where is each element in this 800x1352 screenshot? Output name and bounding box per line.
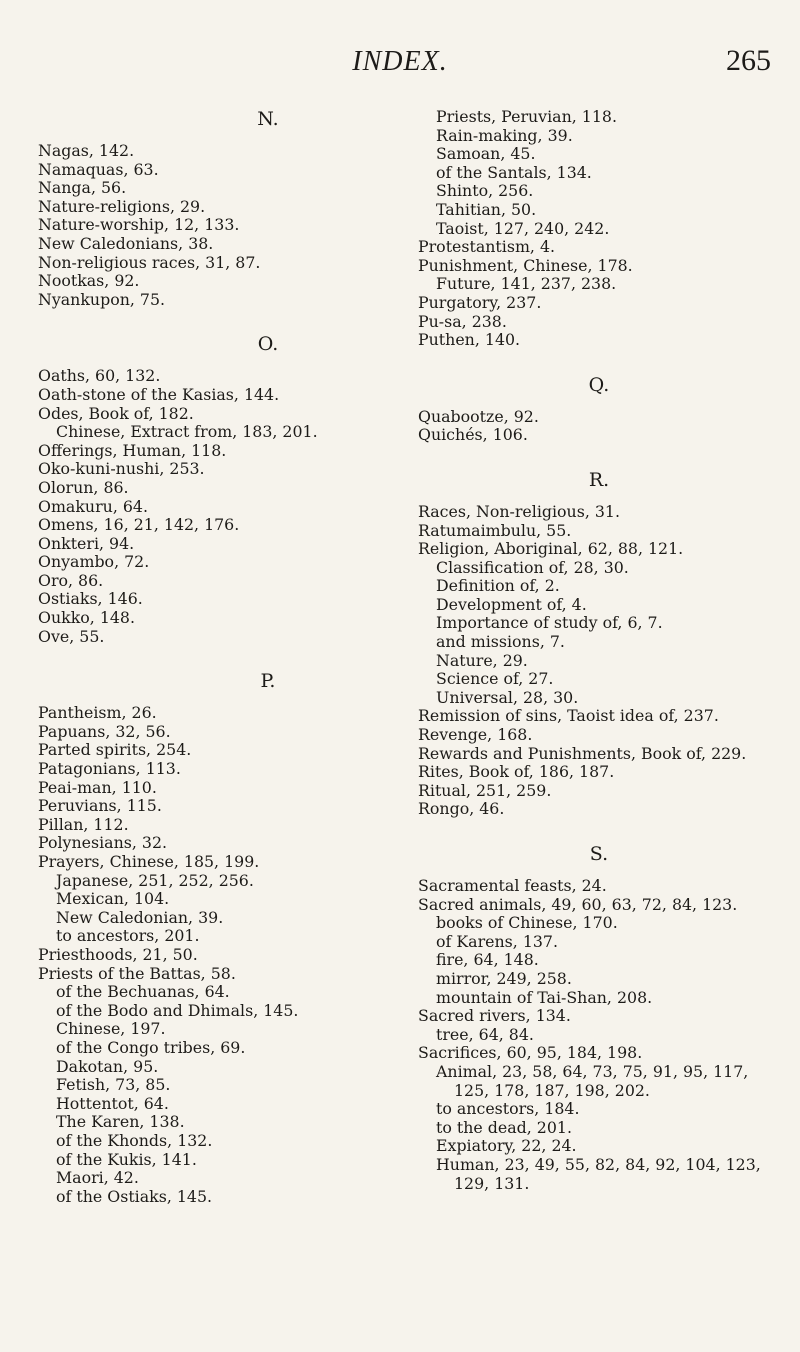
section-letter: S. [589, 843, 609, 865]
index-entry: Papuans, 32, 56. [38, 721, 171, 741]
index-entry: to the dead, 201. [436, 1117, 572, 1137]
section-letter: Q. [588, 373, 610, 396]
index-entry: Nature-worship, 12, 133. [38, 215, 240, 235]
index-entry: fire, 64, 148. [436, 950, 539, 970]
index-entry: Nature-religions, 29. [38, 196, 206, 216]
index-entry: Chinese, Extract from, 183, 201. [56, 422, 318, 442]
index-section [38, 333, 388, 646]
index-entry: to ancestors, 184. [436, 1099, 580, 1119]
index-entry: mountain of Tai-Shan, 208. [436, 987, 653, 1007]
index-section [418, 469, 780, 819]
index-entry: Namaquas, 63. [38, 159, 159, 179]
index-entry: Sacrifices, 60, 95, 184, 198. [418, 1043, 643, 1063]
index-column-left [38, 108, 388, 1230]
index-entry: Rain-making, 39. [436, 125, 573, 145]
index-entry: Onyambo, 72. [38, 552, 150, 572]
index-entry: Revenge, 168. [418, 725, 533, 745]
index-entry: Pantheism, 26. [38, 703, 157, 723]
index-entry: Science of, 27. [436, 669, 554, 689]
index-entry: of the Ostiaks, 145. [56, 1186, 213, 1206]
index-entry: Polynesians, 32. [38, 833, 168, 853]
index-entry: Races, Non-religious, 31. [418, 501, 620, 521]
index-entry: Ove, 55. [38, 626, 105, 646]
index-entry: Non-religious races, 31, 87. [38, 252, 261, 272]
index-entry: Purgatory, 237. [418, 292, 542, 312]
index-entry: books of Chinese, 170. [436, 913, 618, 933]
index-entry: Rites, Book of, 186, 187. [418, 762, 615, 782]
index-entry: Nagas, 142. [38, 141, 135, 160]
index-entry: Mexican, 104. [56, 889, 170, 909]
index-entry: Universal, 28, 30. [436, 687, 579, 707]
index-entry: Chinese, 197. [56, 1019, 166, 1039]
section-letter: R. [588, 468, 610, 491]
index-entry: Taoist, 127, 240, 242. [436, 218, 610, 238]
section-letter: O. [257, 333, 279, 356]
index-entry: Quichés, 106. [418, 425, 528, 445]
index-entry: Omens, 16, 21, 142, 176. [38, 515, 240, 535]
index-entry: Patagonians, 113. [38, 759, 181, 779]
index-entry: New Caledonian, 39. [56, 907, 224, 927]
index-entry: Peruvians, 115. [38, 796, 162, 816]
index-entry: Animal, 23, 58, 64, 73, 75, 91, 95, 117, 125, 178, 187, 198, 202. [436, 1061, 749, 1100]
index-entry: Tahitian, 50. [436, 199, 537, 219]
index-entry: Odes, Book of, 182. [38, 403, 194, 423]
index-entry: Offerings, Human, 118. [38, 440, 227, 460]
section-letter: P. [260, 670, 276, 693]
index-entry: Protestantism, 4. [418, 237, 556, 257]
index-entry: of the Santals, 134. [436, 162, 592, 182]
index-entry: Definition of, 2. [436, 576, 560, 596]
index-entry: Nootkas, 92. [38, 271, 140, 291]
index-entry: Ostiaks, 146. [38, 589, 143, 609]
index-entry: Pillan, 112. [38, 814, 129, 834]
index-section [38, 108, 388, 309]
page-number: 265 [726, 44, 771, 77]
index-entry: Samoan, 45. [436, 144, 536, 164]
index-entry: Human, 23, 49, 55, 82, 84, 92, 104, 123, 129, 131. [436, 1154, 761, 1193]
index-entry: Priests of the Battas, 58. [38, 963, 236, 983]
index-entry: Hottentot, 64. [56, 1093, 169, 1113]
index-entry: Parted spirits, 254. [38, 740, 192, 760]
index-entry: Fetish, 73, 85. [56, 1075, 171, 1095]
index-entry: Onkteri, 94. [38, 533, 135, 553]
index-entry: Maori, 42. [56, 1168, 139, 1188]
index-entry: and missions, 7. [436, 632, 565, 652]
index-entry: Future, 141, 237, 238. [436, 274, 617, 294]
index-entry: Oukko, 148. [38, 608, 135, 628]
index-entry: Priesthoods, 21, 50. [38, 944, 198, 964]
index-entry: of Karens, 137. [436, 931, 558, 951]
index-entry: Shinto, 256. [436, 181, 534, 201]
section-letter: N. [257, 108, 279, 130]
index-entry: Rewards and Punishments, Book of, 229. [418, 743, 747, 763]
index-entry: of the Bodo and Dhimals, 145. [56, 1000, 299, 1020]
index-section [418, 108, 780, 350]
index-entry: Oaths, 60, 132. [38, 366, 161, 386]
index-section [418, 843, 780, 1193]
index-entry: Punishment, Chinese, 178. [418, 255, 633, 275]
index-entry: Puthen, 140. [418, 330, 521, 350]
index-entry: Oro, 86. [38, 570, 104, 590]
index-entry: to ancestors, 201. [56, 926, 200, 946]
index-entry: of the Kukis, 141. [56, 1149, 197, 1169]
index-entry: Expiatory, 22, 24. [436, 1136, 577, 1156]
index-entry: Dakotan, 95. [56, 1056, 159, 1076]
index-entry: of the Congo tribes, 69. [56, 1037, 246, 1057]
index-entry: of the Khonds, 132. [56, 1130, 213, 1150]
index-entry: Ritual, 251, 259. [418, 780, 552, 800]
index-entry: Sacred animals, 49, 60, 63, 72, 84, 123. [418, 894, 738, 914]
index-entry: Nanga, 56. [38, 178, 127, 198]
index-entry: Religion, Aboriginal, 62, 88, 121. [418, 539, 684, 559]
index-entry: mirror, 249, 258. [436, 968, 572, 988]
index-column-right [418, 108, 780, 1217]
index-entry: Nature, 29. [436, 650, 528, 670]
index-entry: tree, 64, 84. [436, 1024, 534, 1044]
index-section [418, 374, 780, 445]
index-entry: Oath-stone of the Kasias, 144. [38, 384, 280, 404]
index-entry: Peai-man, 110. [38, 777, 157, 797]
index-entry: Classification of, 28, 30. [436, 557, 629, 577]
index-entry: Ratumaimbulu, 55. [418, 520, 572, 540]
index-entry: Development of, 4. [436, 594, 587, 614]
index-entry: Omakuru, 64. [38, 496, 148, 516]
index-entry: Importance of study of, 6, 7. [436, 613, 663, 633]
index-entry: Priests, Peruvian, 118. [436, 107, 617, 126]
index-entry: Pu-sa, 238. [418, 311, 507, 331]
index-entry: Remission of sins, Taoist idea of, 237. [418, 706, 719, 726]
index-entry: Rongo, 46. [418, 799, 505, 819]
index-entry: Nyankupon, 75. [38, 289, 166, 309]
index-entry: Quabootze, 92. [418, 406, 539, 426]
index-entry: Sacramental feasts, 24. [418, 876, 607, 895]
index-entry: Prayers, Chinese, 185, 199. [38, 852, 260, 871]
index-entry: The Karen, 138. [56, 1112, 185, 1132]
index-entry: Olorun, 86. [38, 477, 129, 497]
index-entry: Japanese, 251, 252, 256. [56, 870, 254, 890]
running-title: INDEX. [352, 46, 448, 77]
index-entry: Sacred rivers, 134. [418, 1006, 571, 1026]
index-section [38, 670, 388, 1206]
index-entry: of the Bechuanas, 64. [56, 982, 230, 1002]
index-entry: New Caledonians, 38. [38, 233, 214, 253]
index-entry: Oko-kuni-nushi, 253. [38, 459, 205, 479]
